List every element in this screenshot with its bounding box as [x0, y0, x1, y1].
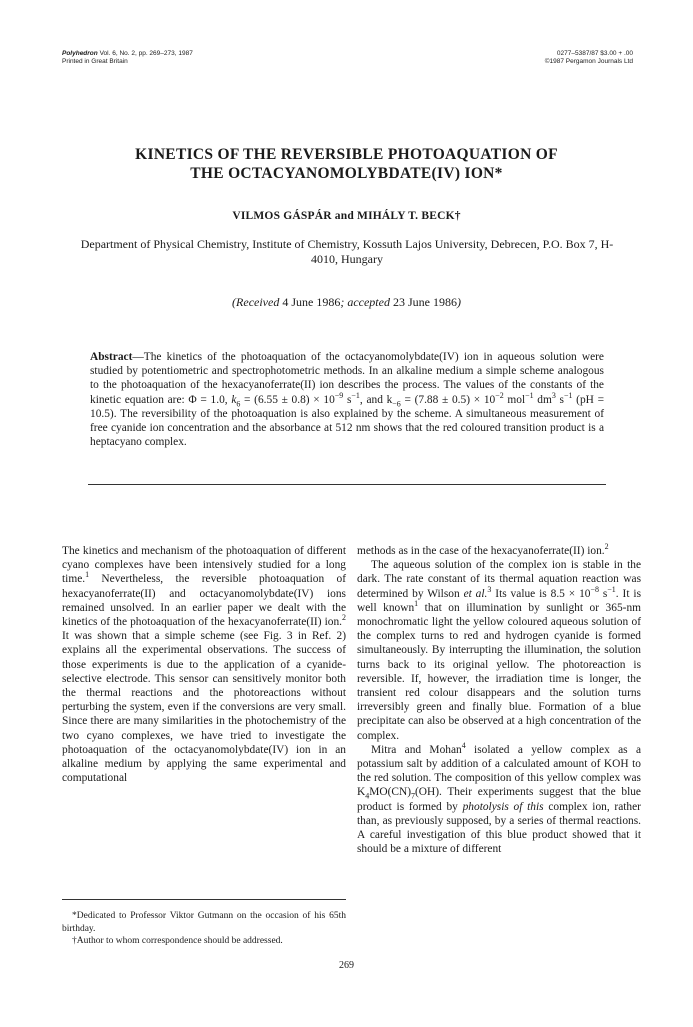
abstract-text: —The kinetics of the photoaquation of the octacyanomolybdate(IV) ion in aqueous solution were studied by potentiometric and spectrophotometric methods. In an alkaline medium a simple scheme analogous to the photoaquation of the hexacyanoferrate(II) ion describes the process. The values of the constants of the kinetic equation are: Φ = 1.0, — [90, 351, 604, 406]
abstract-sup: −2 — [495, 390, 504, 400]
journal-volume: Vol. 6, No. 2, pp. 269–273, 1987 — [97, 50, 193, 57]
exp-sup: −1 — [607, 584, 616, 594]
abstract-sup: 3 — [551, 390, 556, 400]
abstract-k6: k — [231, 393, 237, 406]
running-header-left — [62, 50, 193, 66]
body-italic: photolysis of this — [462, 800, 544, 813]
copyright-line: ©1987 Pergamon Journals Ltd — [544, 58, 633, 65]
printed-in: Printed in Great Britain — [62, 58, 128, 65]
title-line-1: KINETICS OF THE REVERSIBLE PHOTOAQUATION OF — [135, 146, 558, 163]
body-text: isolated a yellow complex as a potassium salt by addition of a calculated amount of KOH to the red solution. The composition of this yellow complex was K — [357, 743, 642, 799]
exp-sup: −8 — [590, 584, 599, 594]
abstract-sup: −1 — [525, 390, 534, 400]
body-text: methods as in the case of the hexacyanoferrate(II) ion. — [357, 545, 605, 557]
abstract-text: = (6.55 ± 0.8) × 10 — [240, 393, 335, 406]
body-italic: et al. — [463, 587, 488, 600]
received-date: 4 June 1986 — [279, 295, 341, 309]
received-label: Received — [236, 295, 280, 309]
abstract-sup: −1 — [351, 390, 360, 400]
body-text: Mitra and Mohan — [371, 743, 462, 756]
ref-sup: 1 — [414, 599, 419, 609]
abstract-text: mol — [503, 393, 526, 406]
body-text: Nevertheless, the reversible photoaquation of hexacyanoferrate(II) and octacyanomolybdate(IV) ions remained unsolved. In an earlier paper we dealt with the kinetics of the photoaquation of the hexacyanoferrate(II) ion. — [62, 573, 346, 629]
body-text: The aqueous solution of the complex ion is stable in the dark. The rate constant of its thermal aquation reaction was determined by Wilson — [357, 559, 641, 600]
body-text: . It is well known — [357, 587, 641, 614]
abstract-sub: −6 — [392, 398, 401, 408]
body-text: s — [598, 587, 608, 600]
formula-sub: 7 — [410, 791, 415, 801]
abstract-sup: −1 — [564, 390, 573, 400]
body-text: (OH). Their experiments suggest that the blue product is formed by — [357, 786, 641, 813]
body-text: The kinetics and mechanism of the photoaquation of different cyano complexes have been intensively studied for a long time. — [62, 545, 346, 586]
ref-sup: 2 — [604, 542, 609, 552]
ref-sup: 3 — [487, 584, 492, 594]
body-paragraph — [357, 544, 641, 558]
abstract — [90, 350, 604, 449]
body-column-right — [357, 544, 641, 856]
abstract-text: s — [555, 393, 564, 406]
author-affiliation: Department of Physical Chemistry, Institute of Chemistry, Kossuth Lajos University, Debrecen, P.O. Box 7, H-4010, Hungary — [80, 237, 614, 266]
body-text: Its value is 8.5 × 10 — [491, 587, 591, 600]
body-paragraph — [357, 558, 641, 743]
body-paragraph — [357, 743, 641, 857]
abstract-text: (pH = 10.5). The reversibility of the photoaquation is also explained by the scheme. A simultaneous measurement of free cyanide ion concentration and the absorbance at 512 nm shows that the red coloured transition product is a heptacyano complex. — [90, 393, 605, 449]
journal-name: Polyhedron — [62, 50, 98, 57]
body-paragraph — [62, 544, 346, 785]
ref-sup: 1 — [85, 570, 90, 580]
footnote-divider — [62, 899, 346, 900]
footnote-correspondence: †Author to whom correspondence should be addressed. — [72, 936, 283, 946]
body-text: complex ion, rather than, as previously supposed, by a series of thermal reactions. A careful investigation of this blue product showed that it should be a mixture of different — [357, 800, 641, 856]
page-number: 269 — [339, 960, 354, 971]
abstract-text: dm — [533, 393, 552, 406]
issn-price: 0277–5387/87 $3.00 + .00 — [556, 50, 633, 57]
body-text: MO(CN) — [369, 786, 411, 799]
accepted-date: 23 June 1986 — [389, 295, 457, 309]
accepted-label: ; accepted — [340, 295, 390, 309]
footnotes — [62, 910, 346, 948]
abstract-label: Abstract — [90, 351, 133, 363]
article-title — [0, 145, 693, 183]
ref-sup: 2 — [342, 613, 346, 623]
ref-sup: 4 — [461, 741, 466, 751]
footnote-dedication: *Dedicated to Professor Viktor Gutmann on the occasion of his 65th birthday. — [62, 911, 346, 934]
author-names: VILMOS GÁSPÁR and MIHÁLY T. BECK† — [232, 210, 461, 222]
abstract-sup: −9 — [334, 390, 344, 400]
formula-sub: 4 — [365, 791, 370, 801]
body-column-left — [62, 544, 346, 785]
body-text: that on illumination by sunlight or 365-nm monochromatic light the yellow coloured aqueous solution of the complex turns to red and hydrogen cyanide is formed simultaneously. By interrupting the illumination, the solution turns back to its original yellow. The photoreaction is reversible. If, however, the irradiation time is longer, the transient red colour disappears and the solution turns irreversibly green and finally blue. Formation of a blue precipitate can also be observed at a high concentration of the complex. — [357, 601, 641, 742]
title-line-2: THE OCTACYANOMOLYBDATE(IV) ION* — [190, 165, 503, 182]
received-dates: (Received 4 June 1986; accepted 23 June 1986) — [232, 295, 461, 309]
body-text: It was shown that a simple scheme (see Fig. 3 in Ref. 2) explains all the experimental observations. The success of those experiments is due to the application of a cyanide-selective electrode. This sensor can sensitively monitor both the thermal reactions and the photoreactions without perturbing the system, even if the conversions are very small. Since there are many similarities in the photochemistry of the two cyano complexes, we have tried to investigate the photoaquation of the octacyanomolybdate(IV) ion in an alkaline medium by applying the same experimental and computational — [62, 630, 346, 785]
abstract-text: , and k — [359, 393, 393, 406]
running-header-right — [545, 50, 633, 66]
abstract-text: s — [343, 393, 352, 406]
abstract-sub: 6 — [236, 398, 241, 408]
abstract-text: = (7.88 ± 0.5) × 10 — [400, 393, 496, 406]
abstract-divider — [88, 484, 606, 485]
